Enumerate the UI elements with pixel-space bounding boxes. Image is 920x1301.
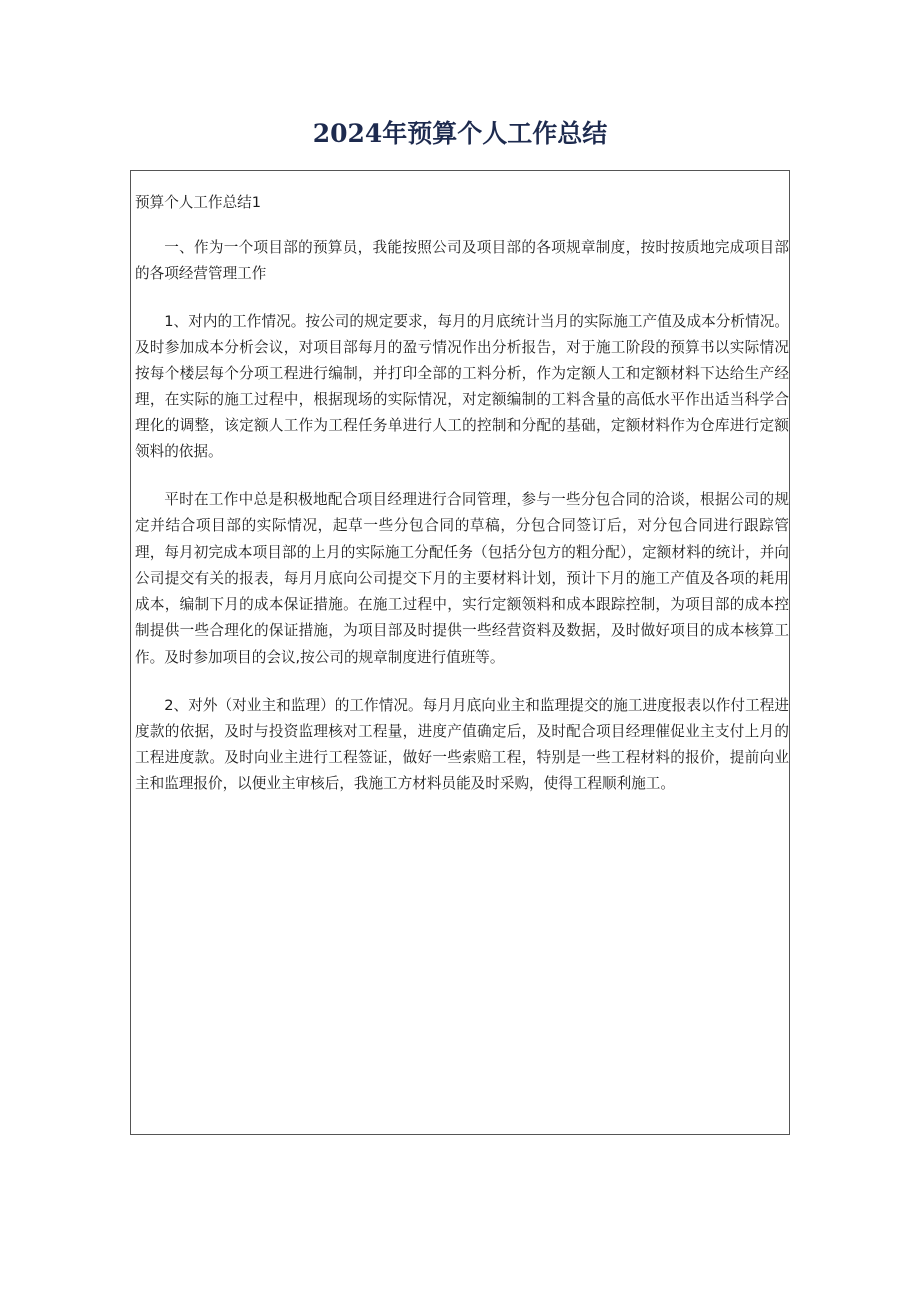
paragraph-2: 1、对内的工作情况。按公司的规定要求，每月的月底统计当月的实际施工产值及成本分析情况。及时参加成本分析会议，对项目部每月的盈亏情况作出分析报告，对于施工阶段的预算书以实际情况按每个楼层每个分项工程进行编制，并打印全部的工料分析，作为定额人工和定额材料下达给生产经理，在实际的施工过程中，根据现场的实际情况，对定额编制的工料含量的高低水平作出适当科学合理化的调整，该定额人工作为工程任务单进行人工的控制和分配的基础，定额材料作为仓库进行定额领料的依据。: [135, 313, 789, 460]
content-frame: [130, 170, 790, 1135]
section-heading: 预算个人工作总结1: [135, 194, 262, 211]
paragraph-1: 一、作为一个项目部的预算员，我能按照公司及项目部的各项规章制度，按时按质地完成项目部的各项经营管理工作: [135, 239, 789, 282]
paragraph-3: 平时在工作中总是积极地配合项目经理进行合同管理，参与一些分包合同的洽谈，根据公司的规定并结合项目部的实际情况，起草一些分包合同的草稿，分包合同签订后，对分包合同进行跟踪管理，每月初完成本项目部的上月的实际施工分配任务（包括分包方的粗分配），定额材料的统计，并向公司提交有关的报表，每月月底向公司提交下月的主要材料计划，预计下月的施工产值及各项的耗用成本，编制下月的成本保证措施。在施工过程中，实行定额领料和成本跟踪控制，为项目部的成本控制提供一些合理化的保证措施，为项目部及时提供一些经营资料及数据，及时做好项目的成本核算工作。及时参加项目的会议,按公司的规章制度进行值班等。: [135, 491, 789, 666]
paragraph-4: 2、对外（对业主和监理）的工作情况。每月月底向业主和监理提交的施工进度报表以作付工程进度款的依据，及时与投资监理核对工程量，进度产值确定后，及时配合项目经理催促业主支付上月的工程进度款。及时向业主进行工程签证，做好一些索赔工程，特别是一些工程材料的报价，提前向业主和监理报价，以便业主审核后，我施工方材料员能及时采购，使得工程顺利施工。: [135, 697, 789, 793]
document-title: 2024年预算个人工作总结: [312, 119, 608, 148]
